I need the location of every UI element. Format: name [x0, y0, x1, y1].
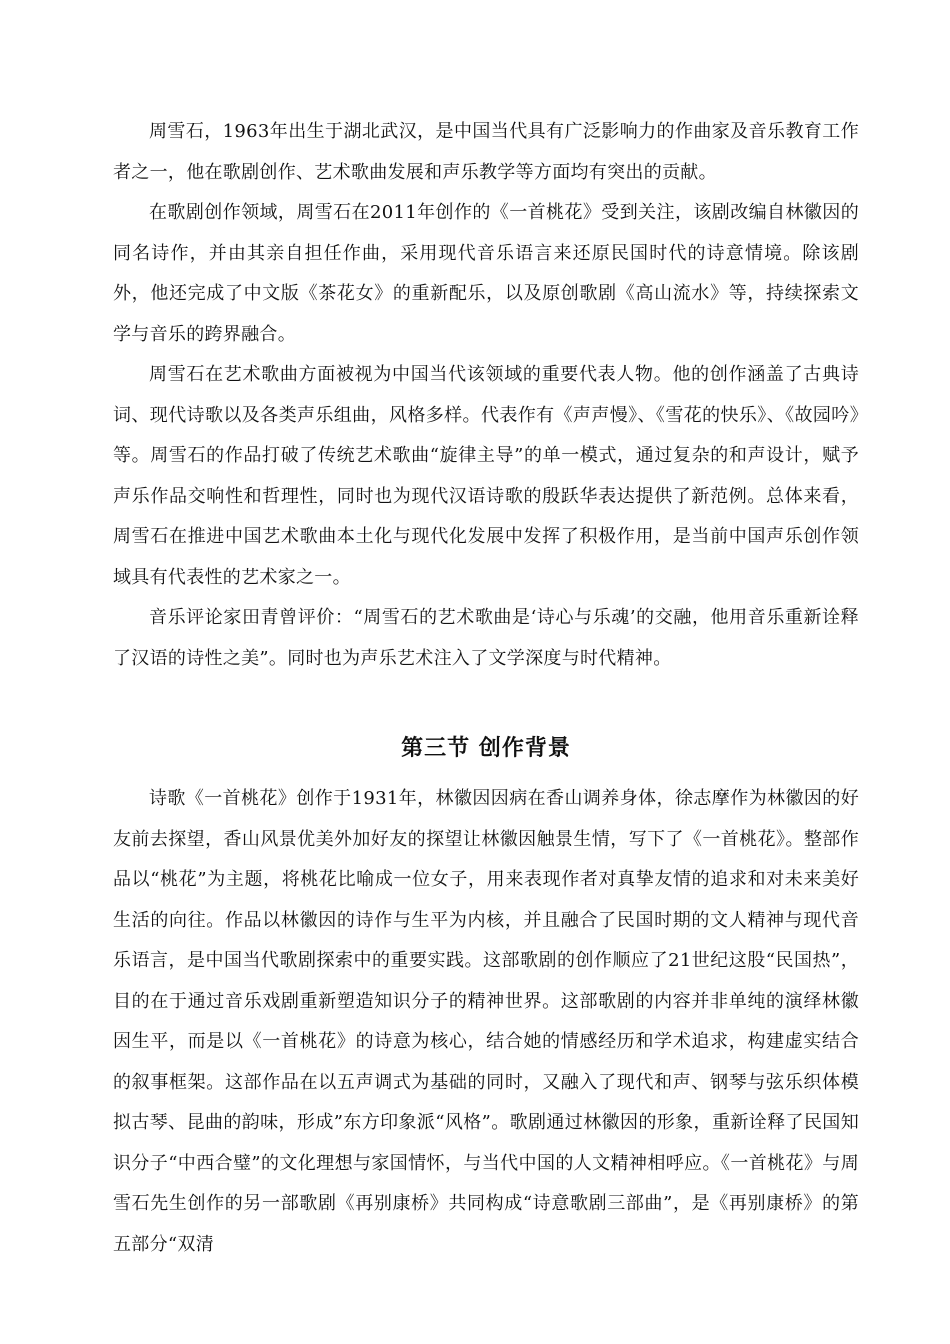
section-title: 第三节 创作背景 [401, 736, 571, 761]
paragraph-critic-review: 音乐评论家田青曾评价：“周雪石的艺术歌曲是‘诗心与乐魂’的交融，他用音乐重新诠释了汉语的诗性之美”。同时也为声乐艺术注入了文学深度与时代精神。 [113, 607, 859, 669]
paragraph-opera-creation: 在歌剧创作领域，周雪石在2011年创作的《一首桃花》受到关注，该剧改编自林徽因的同名诗作，并由其亲自担任作曲，采用现代音乐语言来还原民国时代的诗意情境。除该剧外，他还完成了中文版《茶花女》的重新配乐，以及原创歌剧《高山流水》等，持续探索文学与音乐的跨界融合。 [113, 202, 859, 345]
paragraph-creation-background: 诗歌《一首桃花》创作于1931年，林徽因因病在香山调养身体，徐志摩作为林徽因的好友前去探望，香山风景优美外加好友的探望让林徽因触景生情，写下了《一首桃花》。整部作品以“桃花”为主题，将桃花比喻成一位女子，用来表现作者对真挚友情的追求和对未来美好生活的向往。作品以林徽因的诗作与生平为内核，并且融合了民国时期的文人精神与现代音乐语言，是中国当代歌剧探索中的重要实践。这部歌剧的创作顺应了21世纪这股“民国热”，目的在于通过音乐戏剧重新塑造知识分子的精神世界。这部歌剧的内容并非单纯的演绎林徽因生平，而是以《一首桃花》的诗意为核心，结合她的情感经历和学术追求，构建虚实结合的叙事框架。这部作品在以五声调式为基础的同时，又融入了现代和声、钢琴与弦乐织体模拟古琴、昆曲的韵味，形成”东方印象派“风格”。歌剧通过林徽因的形象，重新诠释了民国知识分子“中西合璧”的文化理想与家国情怀，与当代中国的人文精神相呼应。《一首桃花》与周雪石先生创作的另一部歌剧《再别康桥》共同构成“诗意歌剧三部曲”，是《再别康桥》的第五部分“双清 [113, 788, 859, 1255]
paragraph-biography: 周雪石，1963年出生于湖北武汉，是中国当代具有广泛影响力的作曲家及音乐教育工作者之一，他在歌剧创作、艺术歌曲发展和声乐教学等方面均有突出的贡献。 [113, 121, 859, 183]
paragraph-art-songs: 周雪石在艺术歌曲方面被视为中国当代该领域的重要代表人物。他的创作涵盖了古典诗词、现代诗歌以及各类声乐组曲，风格多样。代表作有《声声慢》、《雪花的快乐》、《故园吟》等。周雪石的作品打破了传统艺术歌曲“旋律主导”的单一模式，通过复杂的和声设计，赋予声乐作品交响性和哲理性，同时也为现代汉语诗歌的殷跃华表达提供了新范例。总体来看，周雪石在推进中国艺术歌曲本土化与现代化发展中发挥了积极作用，是当前中国声乐创作领域具有代表性的艺术家之一。 [113, 364, 859, 588]
page-content [113, 112, 859, 1265]
